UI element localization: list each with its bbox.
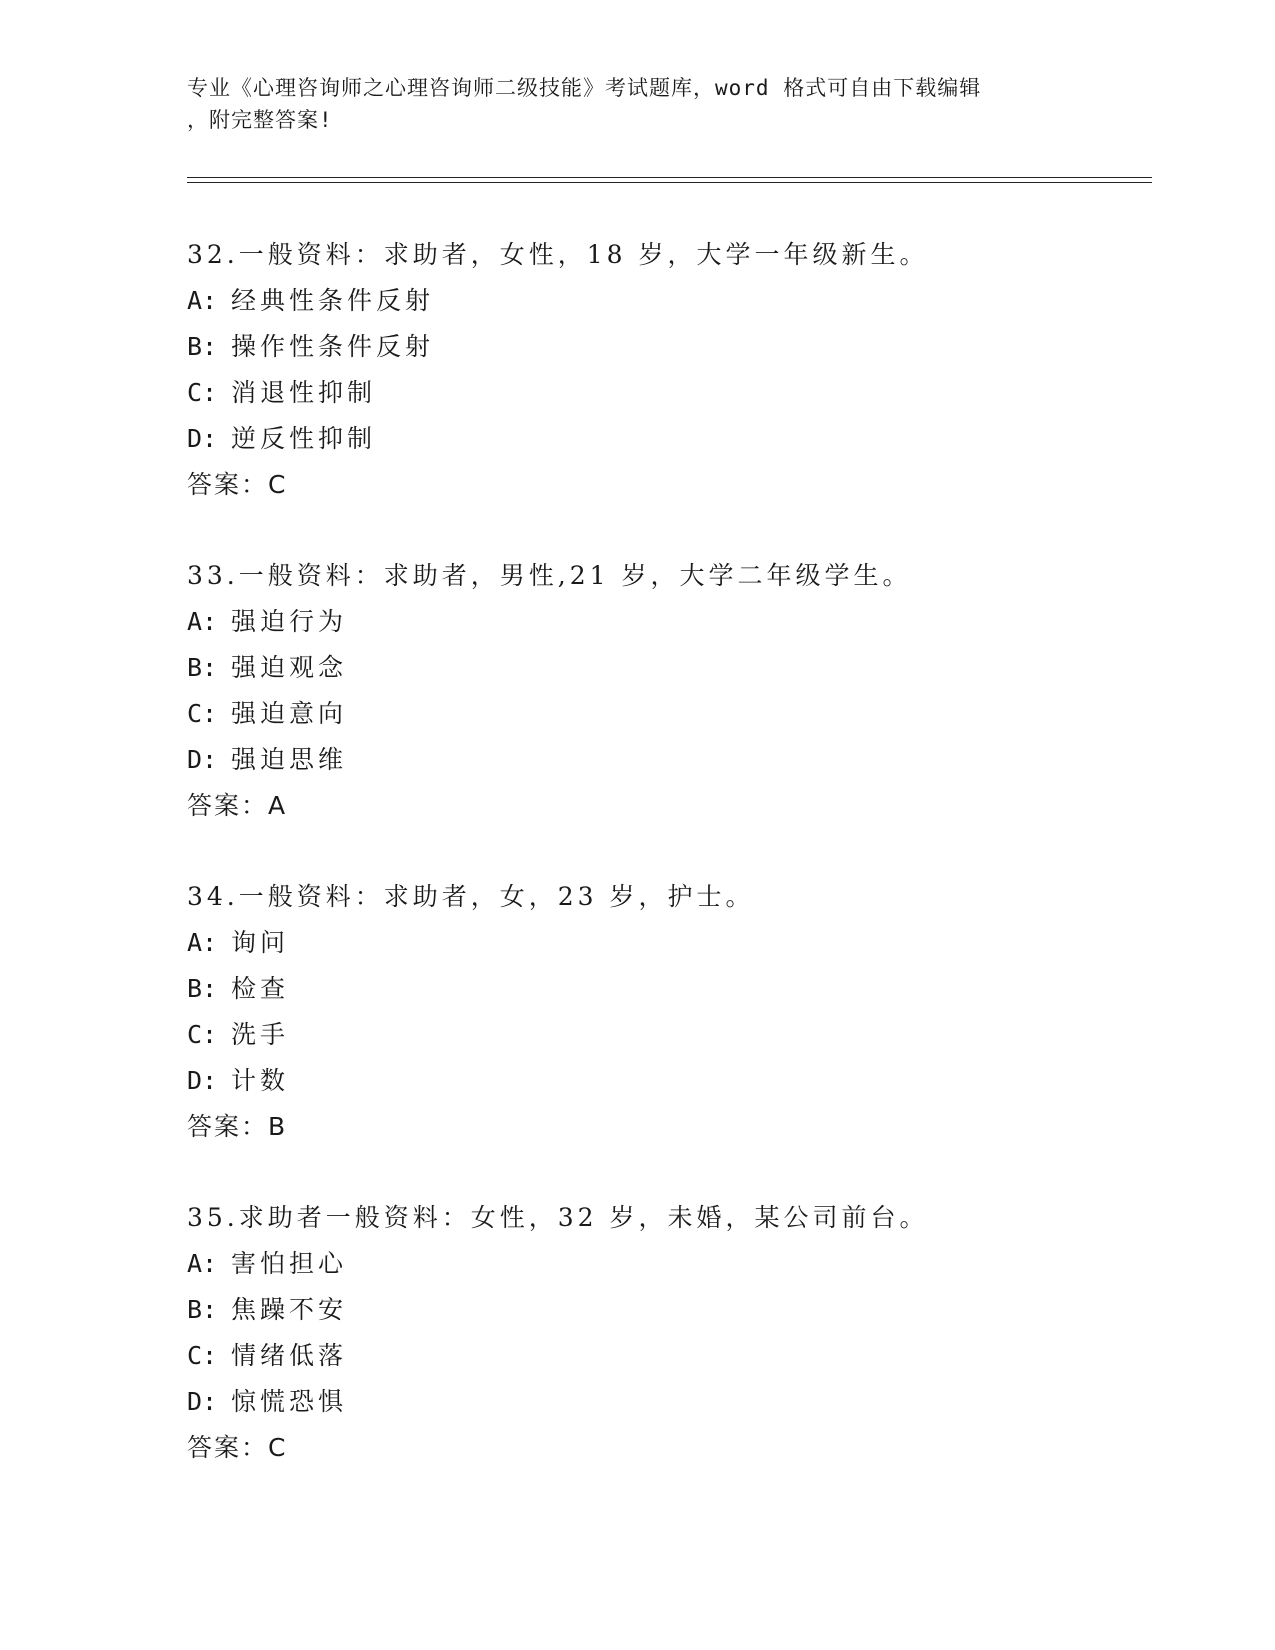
header-divider-top xyxy=(187,177,1152,178)
option-d xyxy=(187,1379,1147,1425)
option-key: A: xyxy=(187,1249,218,1278)
option-text: 强迫意向 xyxy=(231,699,348,728)
option-text: 计数 xyxy=(231,1066,290,1095)
option-text: 操作性条件反射 xyxy=(231,332,435,361)
option-a xyxy=(187,920,1147,966)
question-stem: 32.一般资料：求助者，女性，18 岁，大学一年级新生。 xyxy=(187,240,929,269)
option-c xyxy=(187,691,1147,737)
option-text: 强迫行为 xyxy=(231,607,348,636)
option-a xyxy=(187,1241,1147,1287)
option-text: 情绪低落 xyxy=(231,1341,348,1370)
header-line-2: ，附完整答案! xyxy=(187,108,333,132)
answer-line: 答案：C xyxy=(187,1433,288,1462)
option-key: B: xyxy=(187,974,218,1003)
question-block xyxy=(187,232,1147,508)
option-key: C: xyxy=(187,1341,218,1370)
header-line-1: 专业《心理咨询师之心理咨询师二级技能》考试题库，word 格式可自由下载编辑 xyxy=(187,76,982,100)
option-d xyxy=(187,416,1147,462)
option-b xyxy=(187,645,1147,691)
option-key: B: xyxy=(187,653,218,682)
question-block xyxy=(187,1195,1147,1471)
option-b xyxy=(187,324,1147,370)
option-key: D: xyxy=(187,1066,218,1095)
option-key: A: xyxy=(187,286,218,315)
option-a xyxy=(187,599,1147,645)
option-d xyxy=(187,737,1147,783)
option-a xyxy=(187,278,1147,324)
question-stem: 35.求助者一般资料：女性，32 岁，未婚，某公司前台。 xyxy=(187,1203,929,1232)
option-key: C: xyxy=(187,699,218,728)
option-text: 逆反性抑制 xyxy=(231,424,377,453)
option-text: 经典性条件反射 xyxy=(231,286,435,315)
question-stem: 34.一般资料：求助者，女，23 岁，护士。 xyxy=(187,882,755,911)
option-key: D: xyxy=(187,1387,218,1416)
option-text: 消退性抑制 xyxy=(231,378,377,407)
option-key: D: xyxy=(187,424,218,453)
option-b xyxy=(187,1287,1147,1333)
option-text: 焦躁不安 xyxy=(231,1295,348,1324)
option-key: B: xyxy=(187,332,218,361)
option-c xyxy=(187,370,1147,416)
answer-line: 答案：C xyxy=(187,470,288,499)
document-header xyxy=(187,72,1067,136)
option-text: 询问 xyxy=(231,928,290,957)
answer-line: 答案：B xyxy=(187,1112,288,1141)
option-c xyxy=(187,1333,1147,1379)
option-key: C: xyxy=(187,1020,218,1049)
question-stem: 33.一般资料：求助者，男性,21 岁，大学二年级学生。 xyxy=(187,561,912,590)
option-text: 强迫思维 xyxy=(231,745,348,774)
question-block xyxy=(187,874,1147,1150)
option-key: A: xyxy=(187,928,218,957)
option-key: D: xyxy=(187,745,218,774)
option-text: 强迫观念 xyxy=(231,653,348,682)
option-key: B: xyxy=(187,1295,218,1324)
option-key: C: xyxy=(187,378,218,407)
option-text: 惊慌恐惧 xyxy=(231,1387,348,1416)
header-divider-bottom xyxy=(187,182,1152,183)
question-block xyxy=(187,553,1147,829)
option-c xyxy=(187,1012,1147,1058)
option-text: 害怕担心 xyxy=(231,1249,348,1278)
option-text: 检查 xyxy=(231,974,290,1003)
option-key: A: xyxy=(187,607,218,636)
answer-line: 答案：A xyxy=(187,791,288,820)
option-d xyxy=(187,1058,1147,1104)
option-b xyxy=(187,966,1147,1012)
option-text: 洗手 xyxy=(231,1020,290,1049)
